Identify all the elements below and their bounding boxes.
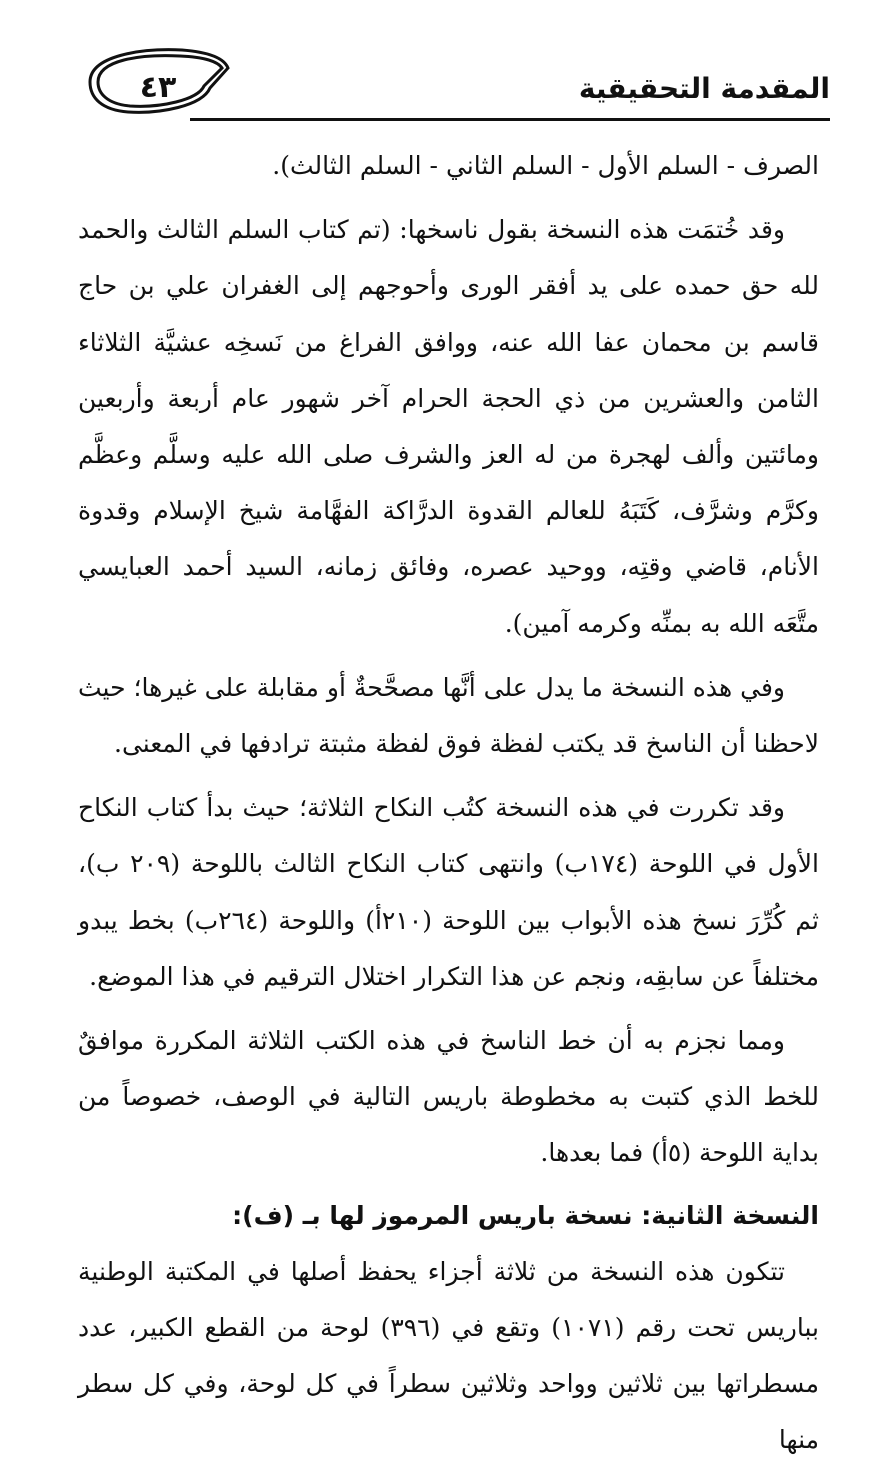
paragraph-4: وقد تكررت في هذه النسخة كتُب النكاح الثلاثة؛ حيث بدأ كتاب النكاح الأول في اللوحة (١٧٤ب) وانتهى كتاب النكاح الثالث باللوحة (٢٠٩ ب)، ثم كُرِّرَ نسخ هذه الأبواب بين اللوحة (٢١٠أ) واللوحة (٢٦٤ب) بخط يبدو مختلفاً عن سابقِه، ونجم عن هذا التكرار اختلال الترقيم في هذا الموضع. bbox=[78, 793, 819, 991]
page-body bbox=[78, 138, 819, 1468]
page-header bbox=[70, 40, 830, 130]
paragraph-1: الصرف - السلم الأول - السلم الثاني - السلم الثالث). bbox=[272, 151, 819, 180]
section-paragraph: تتكون هذه النسخة من ثلاثة أجزاء يحفظ أصلها في المكتبة الوطنية بباريس تحت رقم (١٠٧١) وتقع في (٣٩٦) لوحة من القطع الكبير، عدد مسطراتها بين ثلاثين وواحد وثلاثين سطراً في كل لوحة، وفي كل سطر منها bbox=[78, 1256, 819, 1455]
paragraph-5: ومما نجزم به أن خط الناسخ في هذه الكتب الثلاثة المكررة موافقٌ للخط الذي كتبت به مخطوطة باريس التالية في الوصف، خصوصاً من بداية اللوحة (٥أ) فما بعدها. bbox=[78, 1026, 819, 1168]
paragraph-2: وقد خُتمَت هذه النسخة بقول ناسخها: (تم كتاب السلم الثالث والحمد لله حق حمده على يد أفقر الورى وأحوجهم إلى الغفران علي بن حاج قاسم بن محمان عفا الله عنه، ووافق الفراغ من نَسخِه عشيَّة الثلاثاء الثامن والعشرين من ذي الحجة الحرام آخر شهور عام أربعة وأربعين ومائتين وألف لهجرة من له العز والشرف صلى الله عليه وسلَّم وعظَّم وكرَّم وشرَّف، كَتَبَهُ للعالم القدوة الدرَّاكة الفهَّامة شيخ الإسلام وقدوة الأنام، قاضي وقتِه، ووحيد عصره، وفائق زمانه، السيد أحمد العبايسي متَّعَه الله به بمنِّه وكرمه آمين). bbox=[78, 215, 819, 638]
running-title: المقدمة التحقيقية bbox=[578, 72, 830, 105]
section-heading: النسخة الثانية: نسخة باريس المرموز لها بـ (ف): bbox=[232, 1200, 819, 1230]
page-number-frame bbox=[80, 48, 230, 116]
header-rule bbox=[190, 118, 830, 121]
page-number: ٤٣ bbox=[139, 70, 177, 105]
paragraph-3: وفي هذه النسخة ما يدل على أنَّها مصحَّحةٌ أو مقابلة على غيرها؛ حيث لاحظنا أن الناسخ قد يكتب لفظة فوق لفظة مثبتة ترادفها في المعنى. bbox=[78, 672, 819, 759]
